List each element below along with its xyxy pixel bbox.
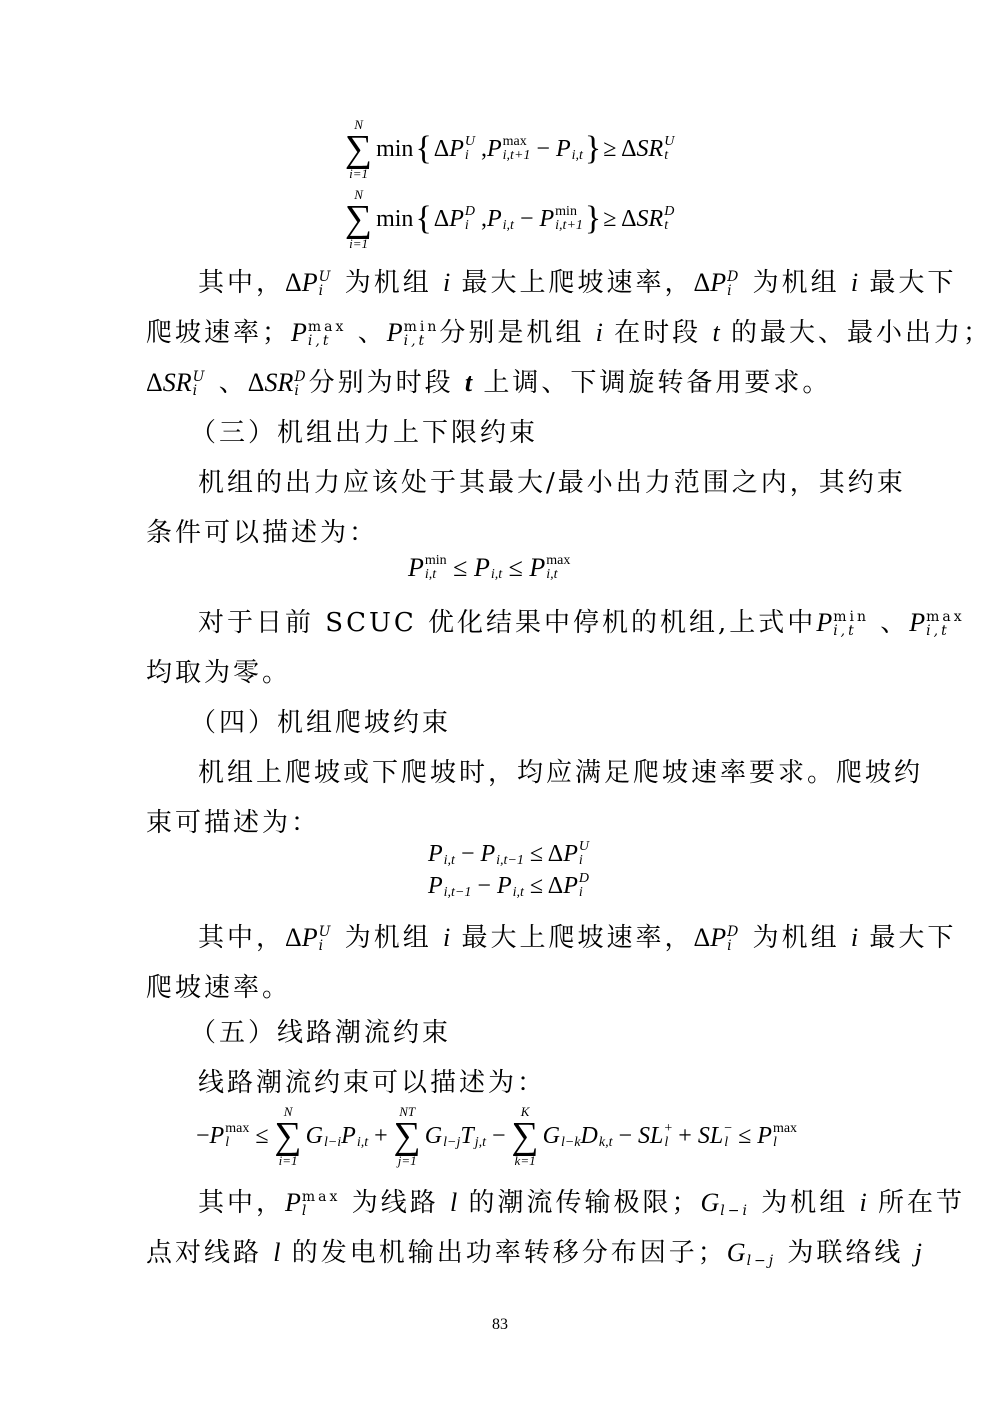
equation-spinning-reserve-down: N ∑ i=1 min { ΔP D i ,P i,t − P min i,t+1 } ≥ ΔSR D t (345, 187, 675, 251)
paragraph-scuc: 对于日前 SCUC 优化结果中停机的机组,上式中P min i,t 、P max i,t (198, 608, 965, 639)
paragraph-ramp-definition: 其中，ΔP U i 为机组 i 最大上爬坡速率，ΔP D i 为机组 i 最大下 (198, 923, 957, 954)
paragraph-ramp-rate-line1: 其中，ΔP U i 为机组 i 最大上爬坡速率，ΔP D i 为机组 i 最大下 (198, 268, 957, 299)
section3-line2: 条件可以描述为： (146, 518, 379, 548)
equation-ramp-down: P i,t−1 − P i,t ≤ ΔP D i (428, 871, 589, 900)
paragraph-line-flow-line2: 点对线路 l 的发电机输出功率转移分布因子；G l−j 为联络线 j (146, 1238, 922, 1269)
equation-ramp-up: P i,t − P i,t−1 ≤ ΔP U i (428, 839, 589, 868)
section-heading-4: （四）机组爬坡约束 (190, 708, 452, 738)
page-number: 83 (492, 1316, 508, 1333)
section3-line1: 机组的出力应该处于其最大/最小出力范围之内，其约束 (198, 468, 906, 498)
section4-line1: 机组上爬坡或下爬坡时，均应满足爬坡速率要求。爬坡约 (198, 758, 924, 788)
equation-output-limits: P min i,t ≤ P i,t ≤ P max i,t (408, 553, 571, 582)
paragraph-ramp-rate-line2: 爬坡速率；P max i,t 、P min i,t 分别是机组 i 在时段 t 的最大、最小出力； (146, 318, 992, 349)
section4-line2: 束可描述为： (146, 808, 321, 838)
paragraph-scuc-line2: 均取为零。 (146, 658, 292, 688)
paragraph-ramp-rate-line3: ΔSR U i 、ΔSR D i 分别为时段 t 上调、下调旋转备用要求。 (146, 368, 832, 399)
paragraph-line-flow: 其中，P max l 为线路 l 的潮流传输极限；G l−i 为机组 i 所在节 (198, 1188, 966, 1219)
equation-spinning-reserve-up: N ∑ i=1 min { ΔP U i ,P max i,t+1 − P i,t } ≥ ΔSR U t (345, 117, 675, 181)
section-heading-3: （三）机组出力上下限约束 (190, 418, 539, 448)
section5-line1: 线路潮流约束可以描述为： (198, 1068, 547, 1098)
equation-line-flow: −P max l ≤ N ∑ i=1 G l−i P i,t + NT ∑ j=1 G l−j T j,t − K ∑ k=1 G l−k D k,t − SL + l + SL − l ≤ P max l (196, 1104, 798, 1168)
paragraph-ramp-definition-line2: 爬坡速率。 (146, 973, 292, 1003)
section-heading-5: （五）线路潮流约束 (190, 1018, 452, 1048)
